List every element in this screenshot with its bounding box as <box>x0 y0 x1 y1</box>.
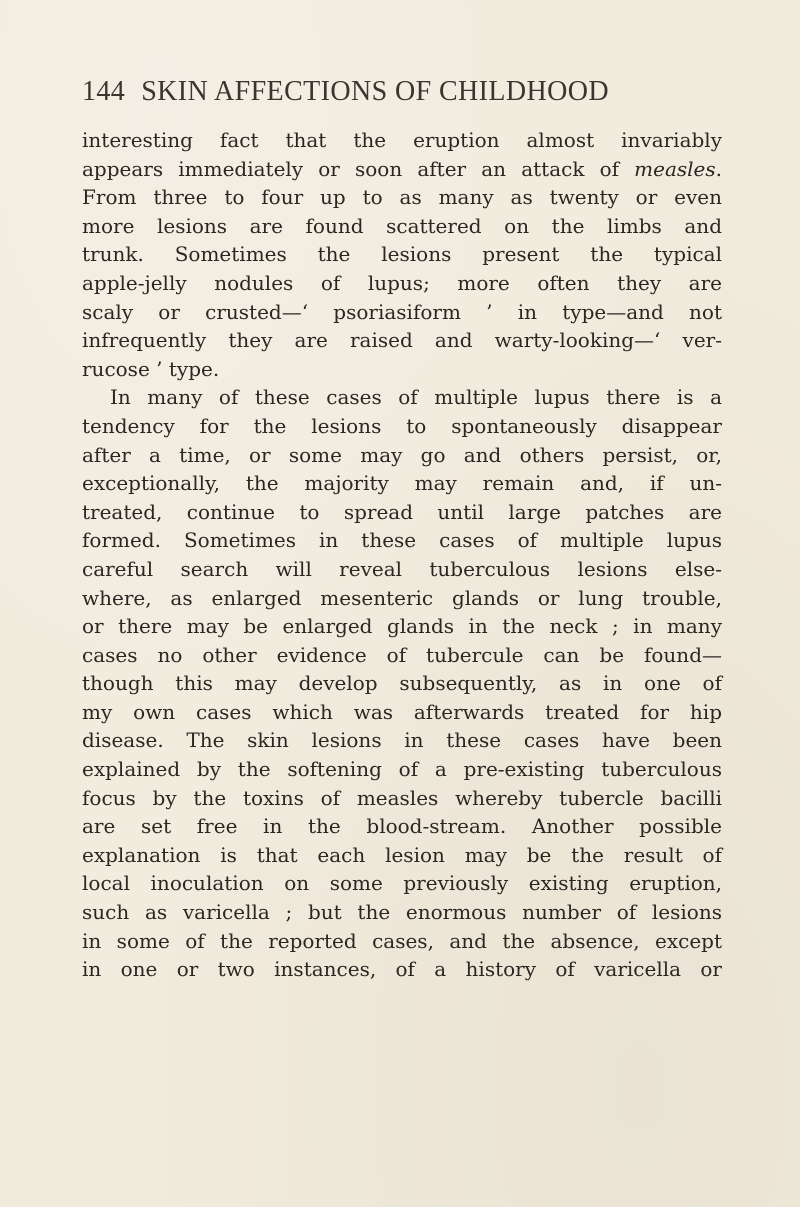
text-line <box>82 641 722 670</box>
text-line <box>82 212 722 241</box>
text-line-content: local inoculation on some previously existing eruption, <box>82 871 722 896</box>
text-line-content: interesting fact that the eruption almost invariably <box>82 128 722 152</box>
text-line <box>82 183 722 212</box>
text-line-content: my own cases which was afterwards treated for hip <box>82 699 722 724</box>
text-line-content: in one or two instances, of a history of varicella or <box>82 957 722 982</box>
text-line-content: cases no other evidence of tubercule can be found— <box>82 642 722 667</box>
text-line-content: scaly or crusted—‘ psoriasiform ’ in type—and not <box>82 299 722 324</box>
text-line-content: infrequently they are raised and warty-looking—‘ ver- <box>82 328 722 353</box>
text-line <box>82 126 722 155</box>
text-line <box>82 898 722 927</box>
text-line <box>82 955 722 984</box>
text-line-content: tendency for the lesions to spontaneously disappear <box>82 413 722 438</box>
text-line <box>82 326 722 355</box>
text-line-content: apple-jelly nodules of lupus; more often they are <box>82 270 722 295</box>
text-line-content: more lesions are found scattered on the limbs and <box>82 213 722 238</box>
text-line-content: in some of the reported cases, and the absence, except <box>82 928 722 953</box>
text-line <box>82 355 722 384</box>
text-line <box>82 298 722 327</box>
text-line-content: disease. The skin lesions in these cases have been <box>82 728 722 753</box>
text-line-content: exceptionally, the majority may remain and, if un- <box>82 471 722 496</box>
text-line-content: such as varicella ; but the enormous number of lesions <box>82 900 722 925</box>
text-line <box>82 526 722 555</box>
text-line-content: appears immediately or soon after an attack of <box>82 156 635 181</box>
text-line <box>82 612 722 641</box>
running-head <box>82 76 722 116</box>
text-line-content: trunk. Sometimes the lesions present the typical <box>82 242 722 267</box>
text-line <box>82 441 722 470</box>
text-line <box>82 269 722 298</box>
text-line <box>82 669 722 698</box>
text-line-content: focus by the toxins of measles whereby tubercle bacilli <box>82 785 722 810</box>
emphasis-text: measles <box>634 156 716 181</box>
text-line-content: where, as enlarged mesenteric glands or lung trouble, <box>82 585 722 610</box>
text-line-content: or there may be enlarged glands in the neck ; in many <box>82 614 722 639</box>
text-line <box>82 155 722 184</box>
text-line <box>82 812 722 841</box>
text-line-content: explained by the softening of a pre-existing tuberculous <box>82 757 722 782</box>
text-line-content: From three to four up to as many as twenty or even <box>82 185 722 210</box>
page-number: 144 <box>82 76 126 107</box>
text-line-content: rucose ’ type. <box>82 356 220 381</box>
text-line-content: after a time, or some may go and others persist, or, <box>82 442 722 467</box>
text-line-content: treated, continue to spread until large patches are <box>82 499 722 524</box>
text-line-tail: . <box>715 156 722 181</box>
text-line <box>82 869 722 898</box>
text-line-content: careful search will reveal tuberculous lesions else- <box>82 556 722 581</box>
text-line <box>82 555 722 584</box>
text-line <box>82 698 722 727</box>
text-line <box>82 726 722 755</box>
text-line-content: formed. Sometimes in these cases of multiple lupus <box>82 528 722 553</box>
text-line-content: In many of these cases of multiple lupus there is a <box>110 385 722 410</box>
text-line-content: explanation is that each lesion may be the result of <box>82 842 722 867</box>
text-line <box>82 240 722 269</box>
text-line <box>82 755 722 784</box>
text-line <box>82 841 722 870</box>
text-line <box>82 927 722 956</box>
text-line-content: are set free in the blood-stream. Another possible <box>82 814 722 839</box>
text-line <box>82 784 722 813</box>
text-line <box>82 469 722 498</box>
running-head-title: SKIN AFFECTIONS OF CHILDHOOD <box>141 76 610 107</box>
text-line <box>82 498 722 527</box>
body-text <box>82 126 722 984</box>
text-line <box>82 584 722 613</box>
text-line <box>82 383 722 412</box>
text-line-content: though this may develop subsequently, as in one of <box>82 671 722 696</box>
text-line <box>82 412 722 441</box>
